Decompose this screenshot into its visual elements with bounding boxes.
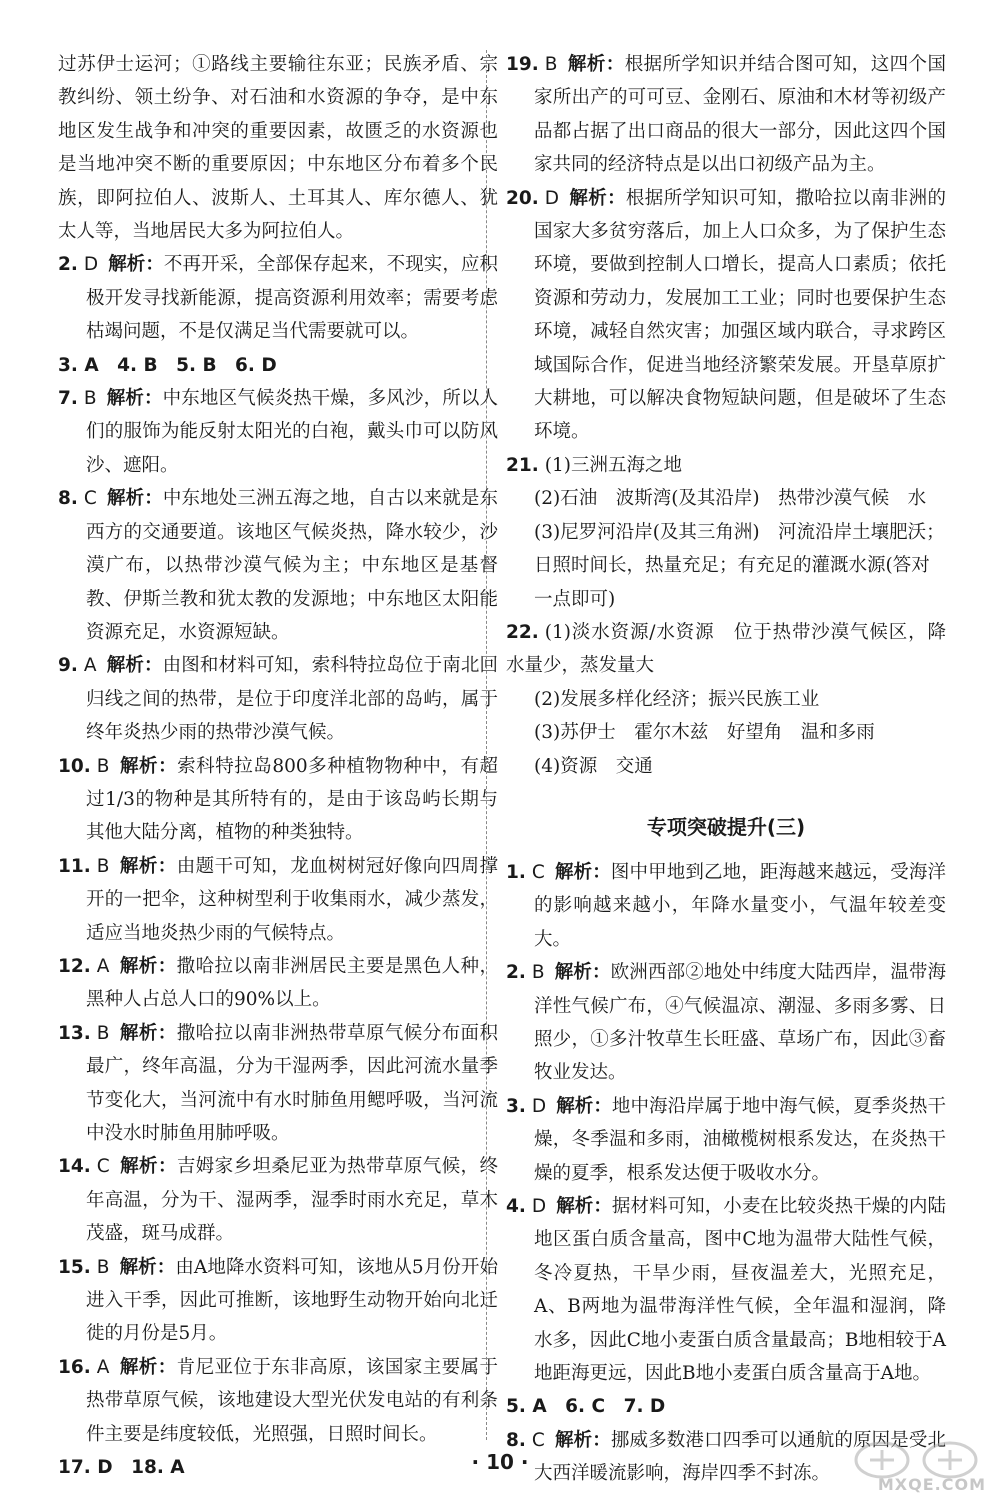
answer-item xyxy=(506,856,946,956)
analysis-text: 由A地降水资料可知，该地从5月份开始进入干季，因此可推断，该地野生动物开始向北迁徙的月份是5月。 xyxy=(86,1256,498,1345)
analysis-text: 欧洲西部②地处中纬度大陆西岸，温带海洋性气候广布，④气候温凉、潮湿、多雨多雾、日照少，①多汁牧草生长旺盛、草场广布，因此③畜牧业发达。 xyxy=(534,962,946,1084)
question-number: 13. xyxy=(58,1022,91,1044)
analysis-label: 解析： xyxy=(119,1156,177,1178)
question-number: 16. xyxy=(58,1356,91,1378)
answer-choice: B xyxy=(96,855,110,877)
answer-choice: A xyxy=(96,955,110,977)
answer-choice: D xyxy=(531,1095,547,1117)
question-number: 21. xyxy=(506,454,539,476)
analysis-text: 中东地处三洲五海之地，自古以来就是东西方的交通要道。该地区气候炎热，降水较少，沙漠广布，以热带沙漠气候为主；中东地区是基督教、伊斯兰教和犹太教的发源地；中东地区太阳能资源充足，水资源短缺。 xyxy=(86,488,498,643)
answer-choice: A xyxy=(83,655,97,677)
answer-item xyxy=(58,248,498,348)
sub-answer: (2)发展多样化经济；振兴民族工业 xyxy=(534,688,820,710)
answer-continuation: 过苏伊士运河；①路线主要输往东亚；民族矛盾、宗教纠纷、领土纷争、对石油和水资源的争夺，是中东地区发生战争和冲突的重要因素，故匮乏的水资源也是当地冲突不断的重要原因；中东地区分布着多个民族，即阿拉伯人、波斯人、土耳其人、库尔德人、犹太人等，当地居民大多为阿拉伯人。 xyxy=(58,54,498,243)
analysis-text: 根据所学知识可知，撒哈拉以南非洲的国家大多贫穷落后，加上人口众多，为了保护生态环境，要做到控制人口增长，提高人口素质；依托资源和劳动力，发展加工工业；同时也要保护生态环境，减轻自然灾害；加强区域内联合，寻求跨区域国际合作，促进当地经济繁荣发展。开垦草原扩大耕地，可以解决食物短缺问题，但是破坏了生态环境。 xyxy=(534,187,946,443)
answer-choice: C xyxy=(531,861,545,883)
sub-answer: (4)资源 交通 xyxy=(534,755,653,777)
right-column xyxy=(506,48,946,1491)
sub-answer: (3)尼罗河沿岸(及其三角洲) 河流沿岸土壤肥沃；日照时间长，热量充足；有充足的灌溉水源(答对一点即可) xyxy=(534,521,945,610)
analysis-text: 中东地区气候炎热干燥，多风沙，所以人们的服饰为能反射太阳光的白袍，戴头巾可以防风沙、遮阳。 xyxy=(86,388,498,476)
answer-item xyxy=(58,850,498,950)
answer-choice: B xyxy=(96,1022,110,1044)
analysis-text: 根据所学知识并结合图可知，这四个国家所出产的可可豆、金刚石、原油和木材等初级产品都占据了出口商品的很大一部分，因此这四个国家共同的经济特点是以出口初级产品为主。 xyxy=(534,54,946,176)
analysis-label: 解析： xyxy=(554,1429,611,1451)
answer-choice: B xyxy=(531,962,545,984)
analysis-text: 撒哈拉以南非洲热带草原气候分布面积最广，终年高温，分为干湿两季，因此河流水量季节变化大，当河流中有水时肺鱼用鳃呼吸，当河流中没水时肺鱼用肺呼吸。 xyxy=(86,1022,498,1144)
analysis-text: 吉姆家乡坦桑尼亚为热带草原气候，终年高温，分为干、湿两季，湿季时雨水充足，草木茂盛，斑马成群。 xyxy=(86,1156,498,1245)
analysis-text: 地中海沿岸属于地中海气候，夏季炎热干燥，冬季温和多雨，油橄榄树根系发达，在炎热干燥的夏季，根系发达便于吸收水分。 xyxy=(534,1095,946,1184)
section-title: 专项突破提升(三) xyxy=(646,814,806,839)
analysis-label: 解析： xyxy=(119,1256,176,1278)
answer-item xyxy=(58,482,498,649)
analysis-label: 解析： xyxy=(119,755,178,777)
analysis-label: 解析： xyxy=(119,855,177,877)
question-number: 3. xyxy=(506,1095,526,1117)
question-number: 11. xyxy=(58,855,91,877)
analysis-label: 解析： xyxy=(556,1095,612,1117)
question-number: 4. xyxy=(506,1196,526,1217)
question-number: 2. xyxy=(58,254,78,276)
answer-item xyxy=(58,750,498,850)
page-number: · 10 · xyxy=(471,1450,529,1474)
answer-item xyxy=(58,1251,498,1351)
question-number: 1. xyxy=(506,861,526,883)
analysis-text: 撒哈拉以南非洲居民主要是黑色人种，黑种人占总人口的90%以上。 xyxy=(86,955,498,1011)
answer-line: 3. A 4. B 5. B 6. D xyxy=(58,354,277,376)
answer-choice: B xyxy=(96,1256,110,1278)
analysis-label: 解析： xyxy=(554,962,611,984)
answer-line: 5. A 6. C 7. D xyxy=(506,1396,666,1418)
sub-answer: (1)三洲五海之地 xyxy=(544,454,682,476)
answer-item xyxy=(58,950,498,1017)
answer-item xyxy=(506,1190,946,1390)
answer-item xyxy=(506,48,946,182)
answer-choice: C xyxy=(96,1156,110,1178)
question-number: 7. xyxy=(58,388,78,410)
analysis-label: 解析： xyxy=(106,488,163,510)
question-number: 22. xyxy=(506,621,539,643)
answer-choice: D xyxy=(83,254,99,276)
sub-answer: (1)淡水资源/水资源 位于热带沙漠气候区，降水量少，蒸发量大 xyxy=(506,621,946,677)
answer-line: 17. D 18. A xyxy=(58,1457,185,1479)
answer-choice: D xyxy=(544,187,560,209)
question-number: 19. xyxy=(506,54,539,75)
analysis-label: 解析： xyxy=(569,187,626,209)
column-divider xyxy=(486,50,487,1440)
analysis-label: 解析： xyxy=(119,1022,177,1044)
question-number: 10. xyxy=(58,755,91,777)
sub-answer: (2)石油 波斯湾(及其沿岸) 热带沙漠气候 水 xyxy=(534,488,927,510)
answer-choice: C xyxy=(83,488,97,510)
answer-item xyxy=(58,649,498,749)
analysis-label: 解析： xyxy=(106,655,163,677)
answer-choice: B xyxy=(83,388,97,410)
answer-item xyxy=(506,182,946,449)
analysis-label: 解析： xyxy=(556,1196,612,1217)
watermark-logo xyxy=(842,1438,992,1496)
sub-answer: (3)苏伊士 霍尔木兹 好望角 温和多雨 xyxy=(534,722,875,744)
question-number: 9. xyxy=(58,655,78,677)
answer-choice: B xyxy=(96,755,110,777)
analysis-text: 据材料可知，小麦在比较炎热干燥的内陆地区蛋白质含量高，图中C地为温带大陆性气候，冬冷夏热，干旱少雨，昼夜温差大，光照充足，A、B两地为温带海洋性气候，全年温和湿润，降水多，因此C地小麦蛋白质含量最高；B地相较于A地距海更远，因此B地小麦蛋白质含量高于A地。 xyxy=(534,1196,946,1385)
answer-choice: D xyxy=(531,1196,547,1217)
question-number: 12. xyxy=(58,955,91,977)
question-number: 15. xyxy=(58,1256,91,1278)
analysis-label: 解析： xyxy=(567,54,625,75)
answer-choice: C xyxy=(531,1429,545,1451)
answer-item xyxy=(58,1017,498,1151)
answer-item xyxy=(58,1150,498,1250)
answer-item xyxy=(58,382,498,482)
analysis-label: 解析： xyxy=(119,955,177,977)
analysis-text: 不再开采，全部保存起来，不现实，应积极开发寻找新能源，提高资源利用效率；需要考虑枯竭问题，不是仅满足当代需要就可以。 xyxy=(86,254,498,343)
analysis-label: 解析： xyxy=(554,861,611,883)
answer-item xyxy=(506,1090,946,1190)
analysis-text: 肯尼亚位于东非高原，该国家主要属于热带草原气候，该地建设大型光伏发电站的有利条件主要是纬度较低，光照强，日照时间长。 xyxy=(86,1356,498,1445)
analysis-text: 由图和材料可知，索科特拉岛位于南北回归线之间的热带，是位于印度洋北部的岛屿，属于终年炎热少雨的热带沙漠气候。 xyxy=(86,655,498,744)
analysis-label: 解析： xyxy=(119,1356,177,1378)
watermark-text: MXQE.COM xyxy=(877,1475,986,1494)
question-number: 20. xyxy=(506,187,539,209)
analysis-text: 由题干可知，龙血树树冠好像向四周撑开的一把伞，这种树型利于收集雨水，减少蒸发，适应当地炎热少雨的气候特点。 xyxy=(86,855,498,944)
analysis-label: 解析： xyxy=(108,254,164,276)
question-number: 2. xyxy=(506,962,526,984)
answer-choice: A xyxy=(96,1356,110,1378)
left-column xyxy=(58,48,498,1484)
analysis-text: 图中甲地到乙地，距海越来越远，受海洋的影响越来越小，年降水量变小，气温年较差变大。 xyxy=(534,861,946,950)
analysis-text: 挪威多数港口四季可以通航的原因是受北大西洋暖流影响，海岸四季不封冻。 xyxy=(534,1429,946,1485)
analysis-label: 解析： xyxy=(106,388,163,410)
answer-item xyxy=(506,956,946,1090)
answer-choice: B xyxy=(544,54,558,75)
question-number: 8. xyxy=(58,488,78,510)
analysis-text: 索科特拉岛800多种植物物种中，有超过1/3的物种是其所特有的，是由于该岛屿长期与其他大陆分离，植物的种类独特。 xyxy=(86,755,498,844)
question-number: 8. xyxy=(506,1429,526,1451)
question-number: 14. xyxy=(58,1156,91,1178)
answer-item xyxy=(58,1351,498,1451)
